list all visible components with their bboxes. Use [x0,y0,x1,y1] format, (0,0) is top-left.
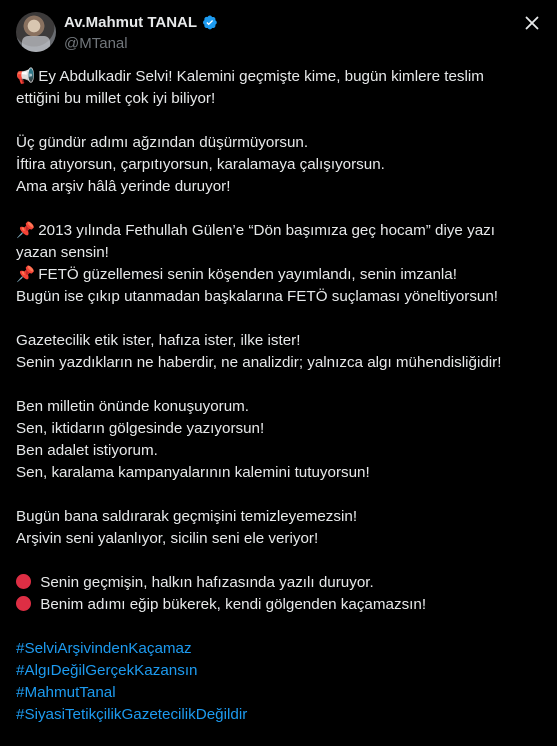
post-paragraph [16,220,544,308]
post-line [16,242,544,264]
verified-badge-icon [201,14,218,31]
post-line-text: Bugün ise çıkıp utanmadan başkalarına FETÖ suçlaması yöneltiyorsun! [16,288,499,305]
post-line-text: İftira atıyorsun, çarpıtıyorsun, karalamaya çalışıyorsun. [16,156,385,173]
post-line [16,462,544,484]
post-line [16,572,544,594]
name-row [64,14,218,31]
post-line [16,330,544,352]
hashtag-list [16,638,544,726]
post-line-text: Senin yazdıkların ne haberdir, ne analizdir; yalnızca algı mühendisliğidir! [16,354,502,371]
display-name[interactable]: Av.Mahmut TANAL [64,14,198,31]
post-paragraph [16,66,544,110]
post-line [16,66,544,88]
post-line [16,506,544,528]
post-line-text: Arşivin seni yalanlıyor, sicilin seni ele veriyor! [16,530,319,547]
megaphone-icon: 📢 [16,68,35,85]
hashtag-link[interactable]: #SiyasiTetikçilikGazetecilikDeğildir [16,706,248,723]
post-line-text: Üç gündür adımı ağzından düşürmüyorsun. [16,134,309,151]
post-paragraph [16,132,544,198]
post-line-text: Sen, karalama kampanyalarının kalemini tutuyorsun! [16,464,370,481]
post-line [16,154,544,176]
post-line-text: Ey Abdulkadir Selvi! Kalemini geçmişte kime, bugün kimlere teslim [38,68,484,85]
post-line-text: Ben adalet istiyorum. [16,442,158,459]
avatar[interactable] [16,12,56,52]
post-line [16,88,544,110]
post-line [16,440,544,462]
post-text [16,66,544,726]
post-line-text: Sen, iktidarın gölgesinde yazıyorsun! [16,420,265,437]
post-line-text: Ama arşiv hâlâ yerinde duruyor! [16,178,231,195]
post-line [16,352,544,374]
post-line [16,396,544,418]
post-line [16,176,544,198]
post-paragraph [16,572,544,616]
post-line-text: Senin geçmişin, halkın hafızasında yazılı duruyor. [40,574,374,591]
post-header [16,12,541,56]
post-line-text: Gazetecilik etik ister, hafıza ister, ilke ister! [16,332,301,349]
red-circle-icon [16,596,31,611]
red-circle-icon [16,574,31,589]
hashtag-link[interactable]: #SelviArşivindenKaçamaz [16,640,192,657]
post-line-text: yazan sensin! [16,244,109,261]
post-line [16,528,544,550]
post-line-text: 2013 yılında Fethullah Gülen’e “Dön başımıza geç hocam” diye yazı [38,222,495,239]
post-line-text: Ben milletin önünde konuşuyorum. [16,398,250,415]
post-paragraph [16,396,544,484]
handle[interactable]: @MTanal [64,35,128,52]
post-paragraph [16,330,544,374]
post-line [16,220,544,242]
hashtag-link[interactable]: #MahmutTanal [16,684,116,701]
post-line [16,594,544,616]
post-line-text: Benim adımı eğip bükerek, kendi gölgenden kaçamazsın! [40,596,427,613]
post-paragraph [16,506,544,550]
post-line [16,286,544,308]
post-line-text: ettiğini bu millet çok iyi biliyor! [16,90,216,107]
post-line-text: FETÖ güzellemesi senin köşenden yayımlandı, senin imzanla! [38,266,457,283]
post-line [16,264,544,286]
hashtag-link[interactable]: #AlgıDeğilGerçekKazansın [16,662,198,679]
pushpin-icon: 📌 [16,222,35,239]
pushpin-icon: 📌 [16,266,35,283]
post-line-text: Bugün bana saldırarak geçmişini temizleyemezsin! [16,508,358,525]
post-line [16,132,544,154]
post-line [16,418,544,440]
close-icon[interactable] [521,12,543,34]
